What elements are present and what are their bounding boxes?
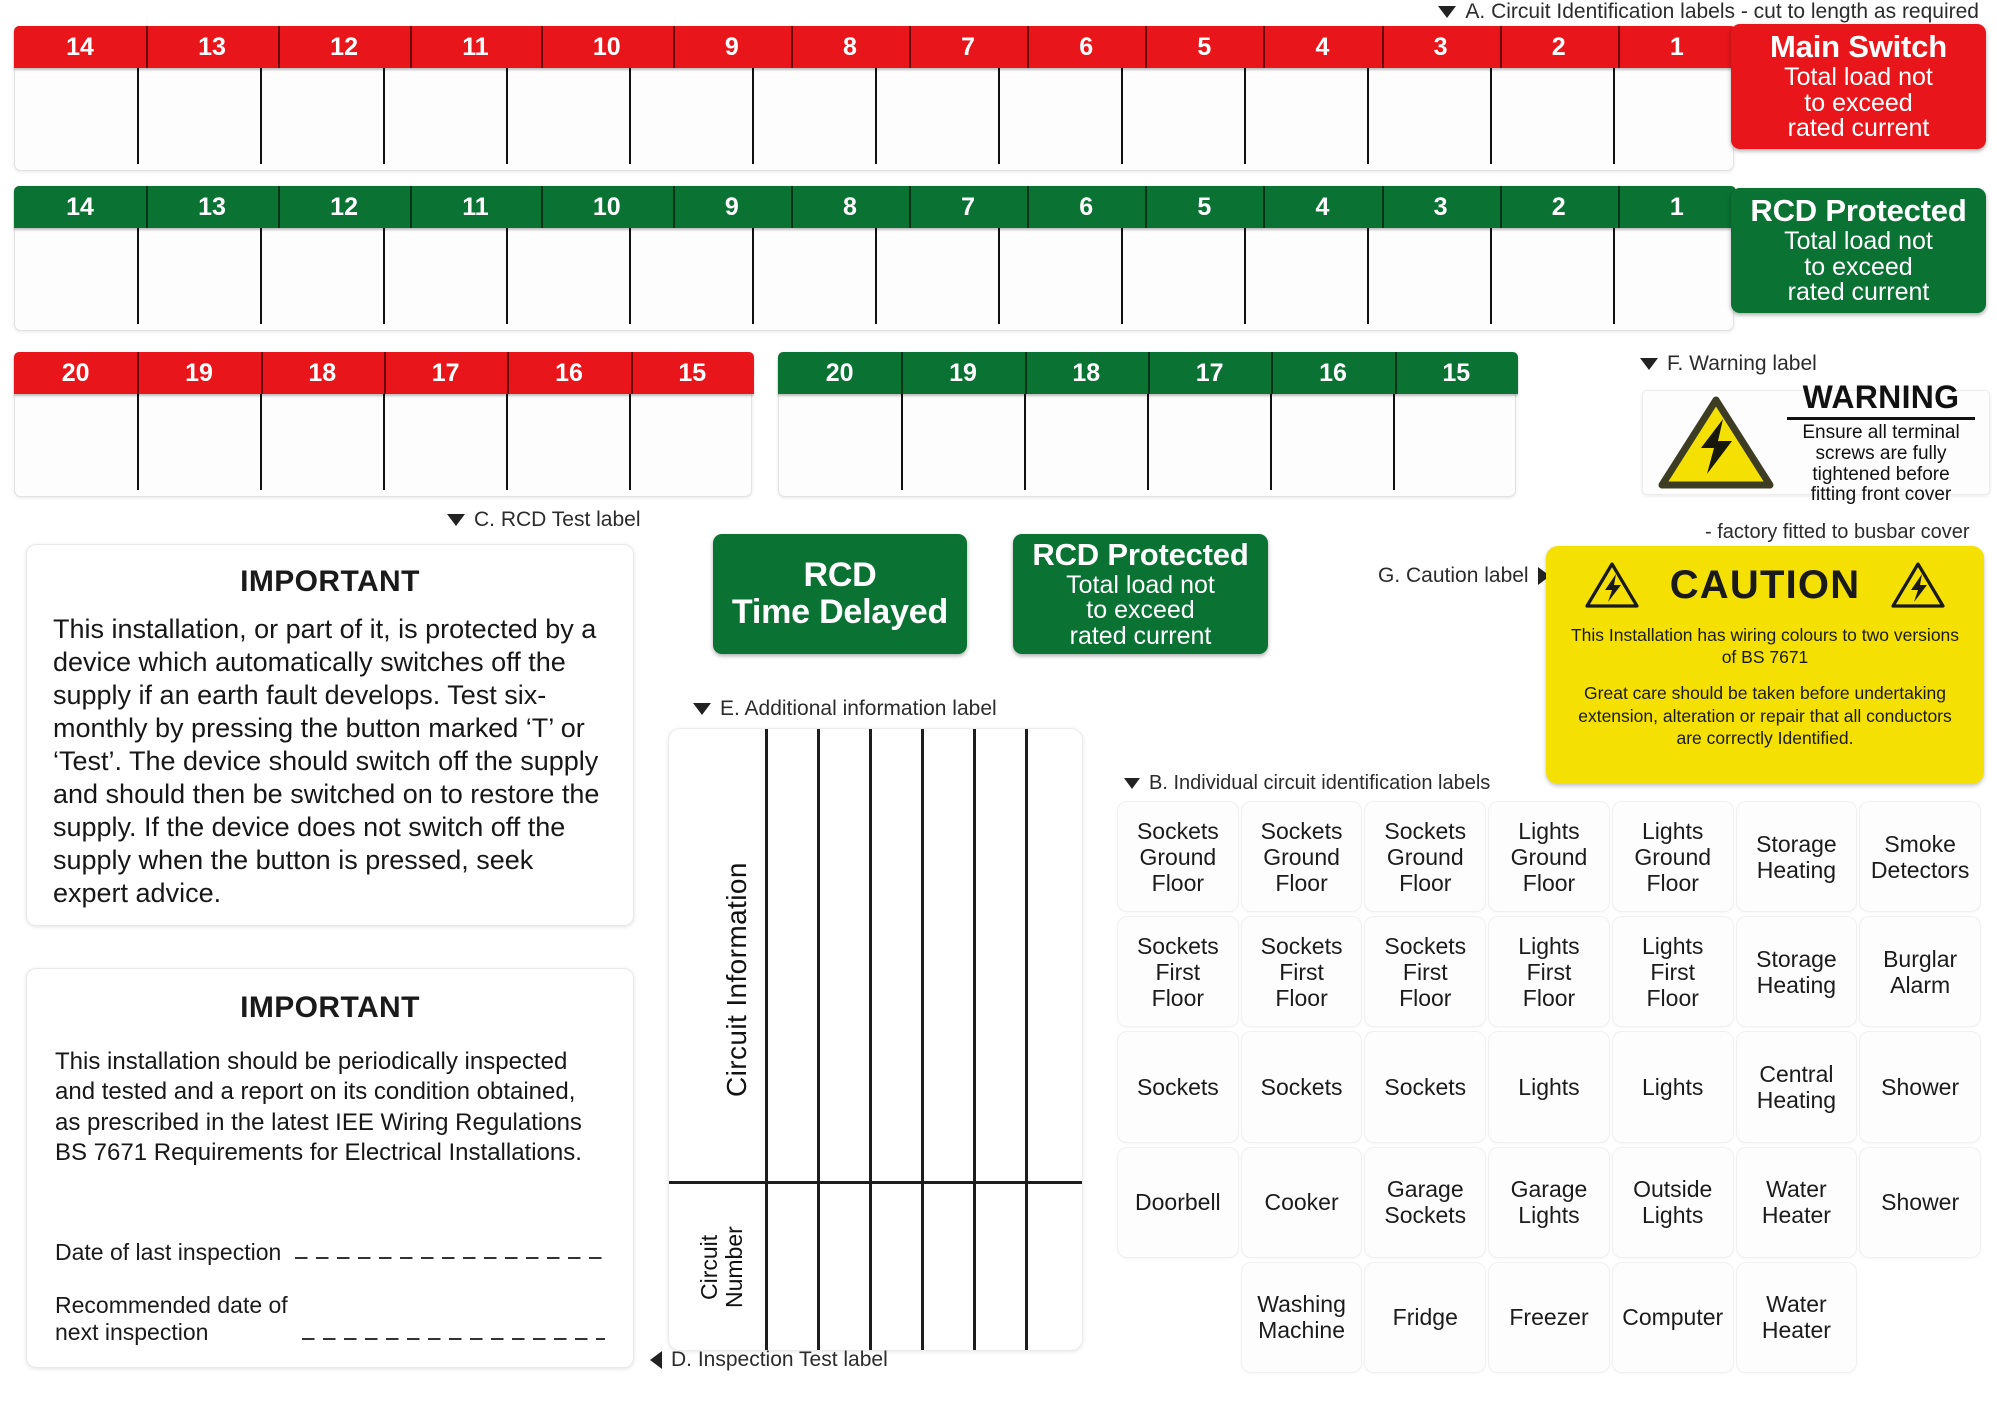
caption-f (1640, 352, 1817, 376)
circuit-number-cell[interactable]: 3 (1382, 186, 1500, 228)
rcd-test-title: IMPORTANT (240, 565, 420, 598)
date-next-inspection-row[interactable] (55, 1292, 605, 1347)
additional-information-label[interactable] (668, 728, 1083, 1351)
caption-f-label: F. Warning label (1667, 352, 1817, 375)
circuit-label-card[interactable]: Sockets Ground Floor (1365, 802, 1485, 911)
rcd-protected-top-line2: to exceed (1804, 252, 1913, 281)
circuit-label-card[interactable]: Lights First Floor (1613, 917, 1733, 1026)
chevron-down-icon (447, 514, 465, 526)
circuit-label-card[interactable]: Sockets First Floor (1242, 917, 1362, 1026)
circuit-label-card[interactable]: Sockets First Floor (1365, 917, 1485, 1026)
inspection-body: This installation should be periodically inspected and tested and a report on its condition obtained, as prescribed in the latest IEE Wiring Regulations BS 7671 Requirements for Electrical Installations. (55, 1048, 582, 1167)
circuit-number-cell[interactable]: 16 (507, 352, 630, 394)
rcd-protected-sign-top[interactable] (1731, 188, 1986, 313)
warning-line3: tightened before (1812, 463, 1950, 485)
rcd-protected-top-line3: rated current (1787, 278, 1930, 307)
caption-a-label: A. Circuit Identification labels - cut to length as required (1465, 0, 1979, 23)
table-vline-2 (817, 729, 820, 1350)
circuit-number-cell[interactable]: 11 (410, 26, 541, 68)
circuit-label-card[interactable]: Storage Heating (1737, 802, 1857, 911)
caption-g (1378, 564, 1550, 588)
caution-para-1: This Installation has wiring colours to two versions of BS 7671 (1570, 625, 1960, 668)
circuit-label-card[interactable]: Lights (1489, 1032, 1609, 1141)
circuit-label-card[interactable]: Sockets (1365, 1032, 1485, 1141)
caption-c-label: C. RCD Test label (474, 508, 641, 531)
warning-line1: Ensure all terminal (1802, 421, 1960, 443)
circuit-number-cell[interactable]: 19 (901, 352, 1024, 394)
caption-e (693, 697, 997, 721)
inspection-title: IMPORTANT (240, 991, 420, 1024)
circuit-number-cell[interactable]: 19 (137, 352, 260, 394)
electrical-hazard-icon-right (1890, 560, 1946, 610)
main-switch-line2: to exceed (1804, 88, 1913, 117)
circuit-label-card[interactable]: Central Heating (1737, 1032, 1857, 1141)
circuit-label-card[interactable]: Outside Lights (1613, 1148, 1733, 1257)
circuit-number-cell[interactable]: 20 (61, 358, 90, 387)
inspection-test-label[interactable] (26, 968, 634, 1368)
table-vline-5 (973, 729, 976, 1350)
circuit-number-cell[interactable]: 18 (1025, 352, 1148, 394)
circuit-number-cell[interactable]: 6 (1027, 26, 1145, 68)
circuit-number-cell[interactable]: 3 (1382, 26, 1500, 68)
circuit-label-card[interactable]: Sockets Ground Floor (1242, 802, 1362, 911)
rcd-time-delayed-sign[interactable] (713, 534, 967, 654)
date-next-inspection-label-l2: next inspection (55, 1319, 209, 1346)
caption-b (1124, 772, 1490, 795)
rcd-time-delayed-line2: Time Delayed (731, 593, 949, 631)
circuit-label-card[interactable]: Garage Lights (1489, 1148, 1609, 1257)
circuit-label-card[interactable]: Shower (1860, 1032, 1980, 1141)
circuit-number-cell[interactable]: 20 (825, 358, 854, 387)
circuit-number-cell[interactable]: 13 (146, 186, 278, 228)
date-last-inspection-row[interactable] (55, 1239, 605, 1266)
circuit-number-cell[interactable]: 10 (541, 26, 673, 68)
caption-d (650, 1348, 888, 1372)
circuit-number-cell[interactable]: 6 (1027, 186, 1145, 228)
circuit-number-cell[interactable]: 14 (66, 192, 94, 221)
warning-rule (1787, 417, 1975, 420)
circuit-number-strip-red-2[interactable] (14, 352, 754, 394)
circuit-number-cell[interactable]: 12 (278, 26, 410, 68)
date-last-inspection-field[interactable] (295, 1257, 605, 1259)
circuit-label-card[interactable]: Sockets First Floor (1118, 917, 1238, 1026)
rcd-time-delayed-line1: RCD (803, 555, 877, 594)
circuit-number-cell[interactable]: 5 (1145, 26, 1263, 68)
circuit-number-cell[interactable]: 11 (410, 186, 541, 228)
circuit-number-cell[interactable]: 15 (631, 352, 754, 394)
caption-g-label: G. Caution label (1378, 564, 1529, 587)
circuit-number-cell[interactable]: 7 (909, 186, 1027, 228)
date-next-inspection-label-l1: Recommended date of (55, 1291, 288, 1318)
circuit-number-cell[interactable]: 10 (541, 186, 673, 228)
table-vline-1 (765, 729, 768, 1350)
circuit-number-cell[interactable]: 9 (673, 26, 791, 68)
chevron-down-icon (1438, 6, 1456, 18)
circuit-number-cell[interactable]: 15 (1395, 352, 1518, 394)
circuit-label-card[interactable]: Burglar Alarm (1860, 917, 1980, 1026)
main-switch-line1: Total load not (1784, 63, 1933, 92)
warning-heading: WARNING (1802, 378, 1960, 415)
circuit-label-card[interactable]: Water Heater (1737, 1148, 1857, 1257)
circuit-number-strip-green-2[interactable] (778, 352, 1518, 394)
caution-para-2: Great care should be taken before undertaking extension, alteration or repair that all conductors are correctly Identified. (1578, 683, 1952, 748)
rcd-protected-top-heading: RCD Protected (1750, 193, 1967, 229)
circuit-number-cell[interactable]: 14 (66, 32, 94, 61)
circuit-label-card-empty (1860, 1263, 1980, 1372)
date-next-inspection-field[interactable] (302, 1338, 605, 1340)
rcd-protected-sign-mid[interactable] (1013, 534, 1268, 654)
table-vline-3 (869, 729, 872, 1350)
circuit-number-cell[interactable]: 4 (1263, 26, 1381, 68)
circuit-number-cell[interactable]: 9 (673, 186, 791, 228)
circuit-label-card[interactable]: Storage Heating (1737, 917, 1857, 1026)
rcd-test-label[interactable] (26, 544, 634, 926)
rcd-protected-top-line1: Total load not (1784, 227, 1933, 256)
circuit-label-card[interactable]: Lights (1613, 1032, 1733, 1141)
circuit-label-card[interactable]: Freezer (1489, 1263, 1609, 1372)
caption-d-label: D. Inspection Test label (671, 1348, 888, 1371)
rcd-protected-mid-heading: RCD Protected (1032, 536, 1249, 572)
circuit-number-header-l1: Circuit (696, 1234, 722, 1300)
chevron-left-icon (650, 1351, 662, 1369)
circuit-number-cell[interactable]: 4 (1263, 186, 1381, 228)
circuit-label-card[interactable]: Sockets (1242, 1032, 1362, 1141)
chevron-down-icon (693, 703, 711, 715)
circuit-label-card[interactable]: Sockets (1118, 1032, 1238, 1141)
circuit-number-cell[interactable]: 7 (909, 26, 1027, 68)
circuit-label-card[interactable]: Sockets Ground Floor (1118, 802, 1238, 911)
caption-a (1438, 0, 1979, 24)
caution-label[interactable] (1546, 546, 1984, 784)
warning-label-note: - factory fitted to busbar cover (1705, 521, 1970, 543)
caution-heading-row (1564, 560, 1966, 610)
caution-body (1564, 624, 1966, 749)
circuit-label-card[interactable]: Fridge (1365, 1263, 1485, 1372)
rcd-test-body: This installation, or part of it, is protected by a device which automatically switches off the supply if an earth fault develops. Test six-monthly by pressing the button marked ‘T’ or ‘Test’. The device should switch off the supply and should then be switched on to restore the supply. If the device does not switch off the supply when the button is pressed, seek expert advice. (53, 614, 600, 908)
circuit-number-header (697, 1197, 759, 1337)
circuit-label-card[interactable]: Washing Machine (1242, 1263, 1362, 1372)
circuit-number-strip-green-1[interactable] (14, 186, 1736, 228)
individual-circuit-labels-grid (1118, 802, 1980, 1372)
circuit-number-cell[interactable]: 1 (1618, 26, 1736, 68)
circuit-label-card[interactable]: Shower (1860, 1148, 1980, 1257)
caution-heading: CAUTION (1669, 562, 1861, 607)
circuit-number-cell[interactable]: 5 (1145, 186, 1263, 228)
circuit-number-cell[interactable]: 16 (1271, 352, 1394, 394)
circuit-number-cell[interactable]: 13 (146, 26, 278, 68)
circuit-label-card[interactable]: Computer (1613, 1263, 1733, 1372)
rcd-protected-mid-line2: to exceed (1086, 596, 1195, 625)
chevron-down-icon (1640, 358, 1658, 370)
circuit-number-cell[interactable]: 2 (1500, 26, 1618, 68)
warning-line2: screws are fully (1815, 442, 1947, 464)
circuit-label-card[interactable]: Lights First Floor (1489, 917, 1609, 1026)
electrical-hazard-icon-left (1584, 560, 1640, 610)
main-switch-heading: Main Switch (1770, 29, 1947, 65)
circuit-number-strip-red-1[interactable] (14, 26, 1736, 68)
circuit-number-header-l2: Number (720, 1226, 747, 1308)
main-switch-line3: rated current (1787, 114, 1930, 143)
rcd-protected-mid-line1: Total load not (1066, 570, 1215, 599)
circuit-number-cell[interactable]: 18 (261, 352, 384, 394)
chevron-down-icon (1124, 778, 1140, 789)
table-hline (669, 1181, 1082, 1184)
caption-e-label: E. Additional information label (720, 697, 997, 720)
circuit-label-card[interactable]: Lights Ground Floor (1489, 802, 1609, 911)
table-vline-4 (921, 729, 924, 1350)
circuit-label-card[interactable]: Smoke Detectors (1860, 802, 1980, 911)
circuit-number-cell[interactable]: 2 (1500, 186, 1618, 228)
warning-label-text (1787, 379, 1975, 507)
circuit-label-card[interactable]: Doorbell (1118, 1148, 1238, 1257)
circuit-number-cell[interactable]: 17 (1148, 352, 1271, 394)
circuit-number-cell[interactable]: 12 (278, 186, 410, 228)
warning-line4: fitting front cover (1810, 484, 1952, 506)
date-next-inspection-label (55, 1292, 288, 1347)
circuit-number-cell[interactable]: 17 (384, 352, 507, 394)
circuit-information-header: Circuit Information (721, 862, 752, 1097)
circuit-label-card[interactable]: Cooker (1242, 1148, 1362, 1257)
circuit-label-card-empty (1118, 1263, 1238, 1372)
circuit-label-card[interactable]: Garage Sockets (1365, 1148, 1485, 1257)
date-last-inspection-label: Date of last inspection (55, 1238, 282, 1265)
main-switch-sign[interactable] (1731, 24, 1986, 149)
circuit-label-card[interactable]: Water Heater (1737, 1263, 1857, 1372)
caption-b-label: B. Individual circuit identification labels (1149, 772, 1491, 794)
electrical-hazard-icon (1657, 395, 1775, 490)
circuit-number-cell[interactable]: 1 (1618, 186, 1736, 228)
rcd-protected-mid-line3: rated current (1069, 621, 1212, 650)
caption-c (447, 508, 641, 532)
table-vline-6 (1025, 729, 1028, 1350)
warning-label[interactable] (1642, 378, 1990, 506)
circuit-number-cell[interactable]: 8 (791, 186, 909, 228)
circuit-number-cell[interactable]: 8 (791, 26, 909, 68)
circuit-label-card[interactable]: Lights Ground Floor (1613, 802, 1733, 911)
